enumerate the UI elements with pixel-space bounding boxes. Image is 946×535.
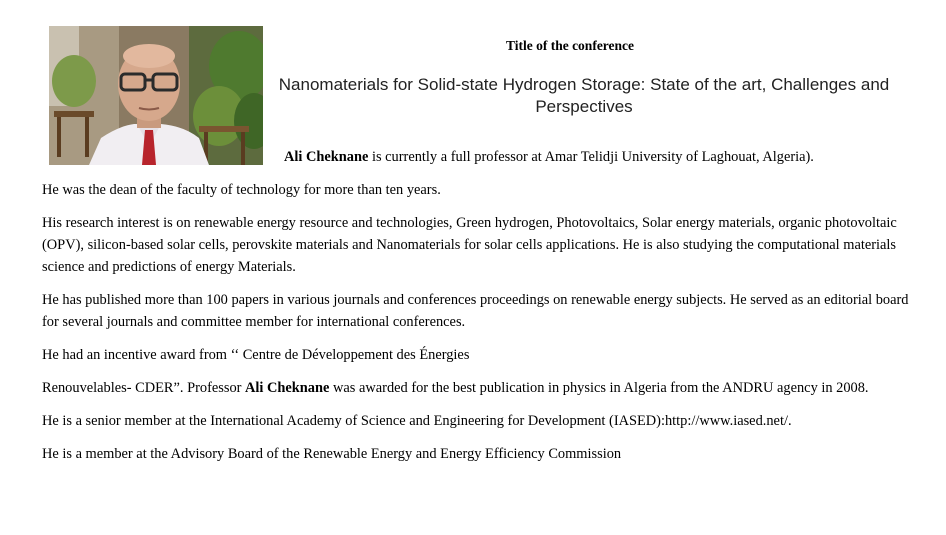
bio-paragraph-research: His research interest is on renewable energy resource and technologies, Green hydrogen, Photovoltaics, Solar energy materials, organic photovoltaic (OPV), silicon-based solar cells, perovskite materials and Nanomaterials for solar cells applications. He is also studying the computational materials science and predictions of energy Materials.: [42, 215, 897, 275]
bio-paragraph-advisory: He is a member at the Advisory Board of the Renewable Energy and Energy Efficiency Commission: [42, 446, 622, 462]
bio-paragraph-publications: He has published more than 100 papers in various journals and conferences proceedings on renewable energy subjects. He served as an editorial board for several journals and committee member for international conferences.: [42, 292, 909, 330]
award-text-before: Renouvelables- CDER”. Professor: [42, 380, 246, 396]
bio-paragraph-dean: He was the dean of the faculty of technology for more than ten years.: [42, 182, 441, 198]
portrait-illustration: [49, 26, 263, 165]
speaker-name-award: Ali Cheknane: [245, 380, 330, 396]
speaker-photo: [49, 26, 263, 165]
speaker-name: Ali Cheknane: [284, 149, 369, 165]
conference-label: Title of the conference: [505, 38, 635, 53]
bio-paragraph-award-detail: [42, 377, 922, 399]
bio-intro-text: is currently a full professor at Amar Telidji University of Laghouat, Algeria).: [368, 149, 814, 165]
conference-title: Nanomaterials for Solid-state Hydrogen Storage: State of the art, Challenges and Perspectives: [278, 75, 890, 116]
award-text-after: was awarded for the best publication in physics in Algeria from the ANDRU agency in 2008.: [329, 380, 869, 396]
bio-paragraph-iased: He is a senior member at the International Academy of Science and Engineering for Development (IASED):http://www.iased.net/.: [42, 413, 792, 429]
bio-paragraph-award: He had an incentive award from ‘‘ Centre de Développement des Énergies: [42, 347, 470, 363]
bio-intro: [284, 146, 924, 168]
